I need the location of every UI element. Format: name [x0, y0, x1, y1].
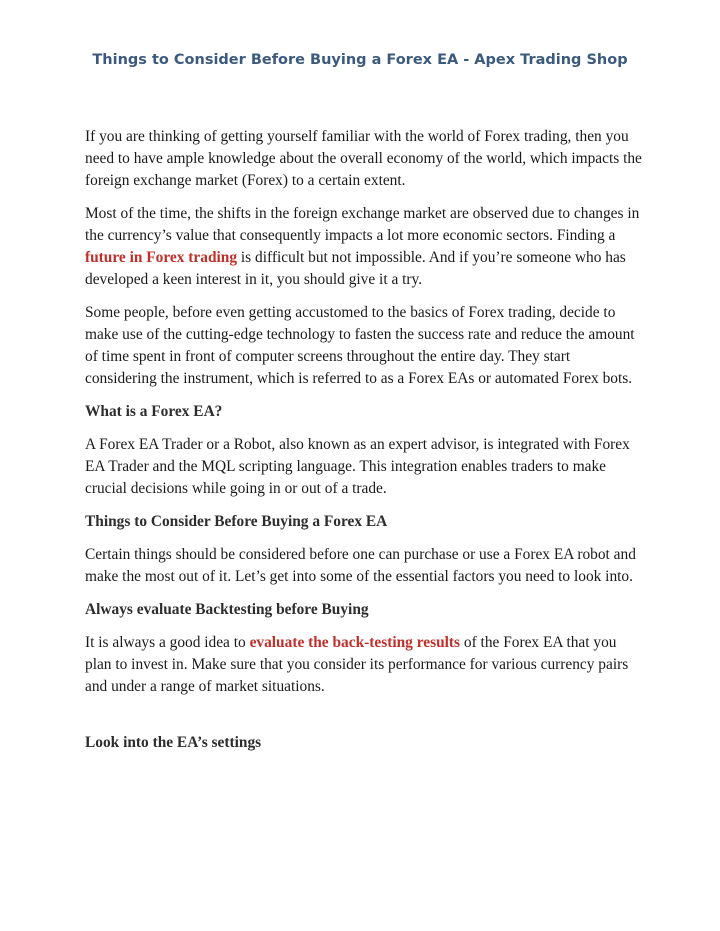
paragraph-considerations: Certain things should be considered before one can purchase or use a Forex EA robot and make the most out of it. Let’s get into some of the essential factors you need to look into.	[85, 546, 636, 585]
paragraph-text: is difficult but not impossible. And if you’re someone who has developed a keen interest in it, you should give it a try.	[85, 249, 626, 288]
paragraph-market-shifts	[85, 203, 645, 291]
heading-things-to-consider: Things to Consider Before Buying a Forex EA	[85, 513, 388, 530]
heading-what-is-forex-ea: What is a Forex EA?	[85, 403, 223, 420]
paragraph-text: Most of the time, the shifts in the foreign exchange market are observed due to changes in the currency’s value that consequently impacts a lot more economic sectors. Finding a	[85, 205, 640, 244]
document-body	[85, 126, 645, 765]
paragraph-technology: Some people, before even getting accustomed to the basics of Forex trading, decide to make use of the cutting-edge technology to fasten the success rate and reduce the amount of time spent in front of computer screens throughout the entire day. They start considering the instrument, which is referred to as a Forex EAs or automated Forex bots.	[85, 304, 635, 387]
heading-ea-settings: Look into the EA’s settings	[85, 734, 262, 751]
heading-evaluate-backtesting: Always evaluate Backtesting before Buying	[85, 601, 369, 618]
document-title: Things to Consider Before Buying a Forex EA - Apex Trading Shop	[92, 52, 628, 68]
paragraph-forex-ea-definition: A Forex EA Trader or a Robot, also known as an expert advisor, is integrated with Forex EA Trader and the MQL scripting language. This integration enables traders to make crucial decisions while going in or out of a trade.	[85, 436, 630, 497]
future-in-forex-trading-link[interactable]: future in Forex trading	[85, 249, 238, 266]
evaluate-back-testing-results-link[interactable]: evaluate the back-testing results	[249, 634, 461, 651]
paragraph-intro: If you are thinking of getting yourself familiar with the world of Forex trading, then you need to have ample knowledge about the overall economy of the world, which impacts the foreign exchange market (Forex) to a certain extent.	[85, 128, 642, 189]
paragraph-backtesting	[85, 632, 645, 698]
paragraph-text: It is always a good idea to	[85, 634, 250, 651]
paragraph-text: of the Forex EA that you plan to invest in. Make sure that you consider its performance for various currency pairs and under a range of market situations.	[85, 634, 629, 695]
